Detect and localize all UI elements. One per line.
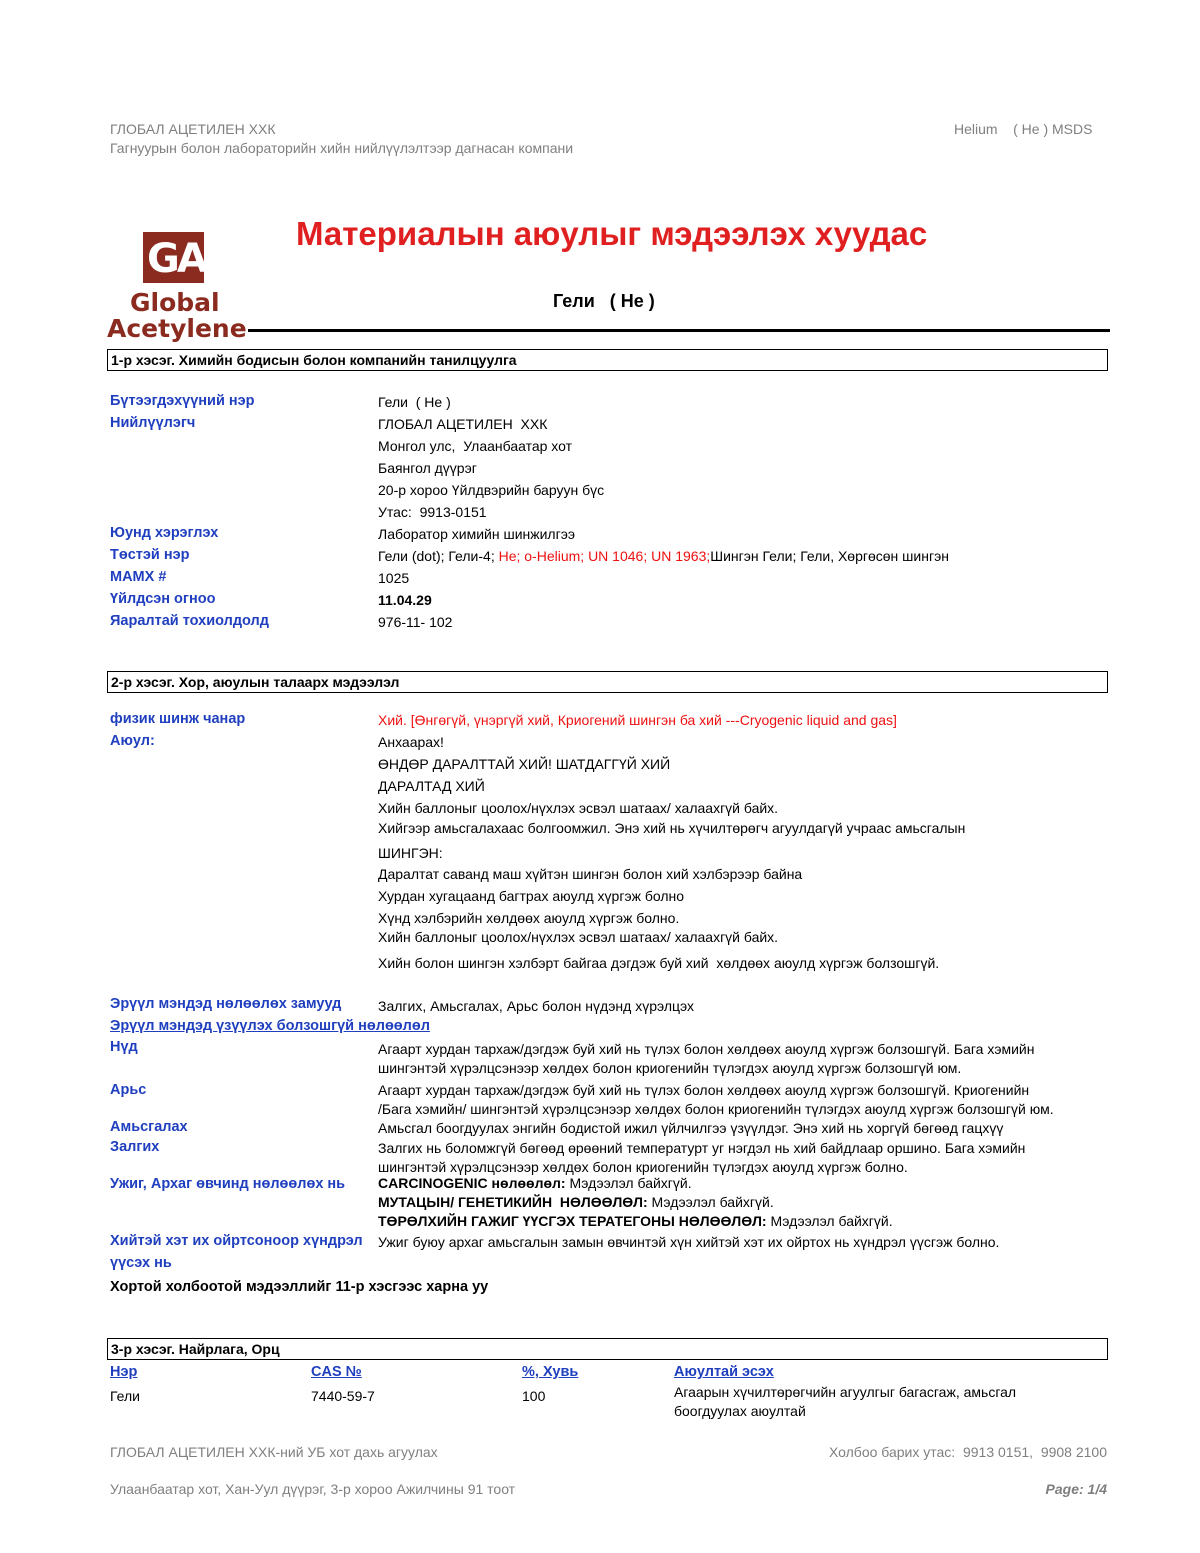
use-value: Лаборатор химийн шинжилгээ bbox=[378, 526, 575, 542]
hazard-line: Хийн баллоныг цоолох/нүхлэх эсвэл шатаах/ халаахгүй байх. bbox=[378, 800, 779, 816]
physical-value: Хий. [Өнгөгүй, үнэргүй хий, Криогений шингэн ба хий ---Cryogenic liquid and gas] bbox=[378, 712, 897, 728]
repeat-value: Ужиг буюу архаг амьсгалын замын өвчинтэй хүн хийтэй хэт их ойртох нь хүндрэл үүсгэж болно. bbox=[378, 1234, 1000, 1250]
page-title: Материалын аюулыг мэдээлэх хуудас bbox=[296, 215, 928, 252]
hazard-line: Хүнд хэлбэрийн хөлдөөх аюулд хүргэж болно. bbox=[378, 910, 680, 926]
supplier-line: ГЛОБАЛ АЦЕТИЛЕН ХХК bbox=[378, 416, 548, 432]
teratogenic-value: Мэдээлэл байхгүй. bbox=[766, 1213, 893, 1229]
row-hazard-line: Агаарын хүчилтөрөгчийн агуулгыг багасгаж, амьсгал bbox=[674, 1384, 1017, 1400]
hazard-line: Хийн болон шингэн хэлбэрт байгаа дэгдэж буй хий хөлдөөх аюулд хүргэж болзошгүй. bbox=[378, 955, 940, 971]
row-name: Гели bbox=[110, 1388, 140, 1404]
swallow-label: Залгих bbox=[110, 1139, 160, 1155]
section2-heading: 2-р хэсэг. Хор, аюулын талаарх мэдээлэл bbox=[107, 671, 1108, 693]
mutation-value: Мэдээлэл байхгүй. bbox=[647, 1194, 774, 1210]
skin-line: /Бага хэмийн/ шингэнтэй хүрэлцсэнээр хөлдөх болон криогенийн түлэгдэх аюулд хүргэж болзошгүй юм. bbox=[378, 1101, 1054, 1117]
carcinogenic-line bbox=[378, 1175, 692, 1191]
repeat-label: Хийтэй хэт их ойртсоноор хүндрэл bbox=[110, 1233, 363, 1249]
synonym-value bbox=[378, 548, 949, 564]
column-header-name: Нэр bbox=[110, 1364, 138, 1380]
column-header-cas: CAS № bbox=[311, 1364, 362, 1380]
mamx-value: 1025 bbox=[378, 570, 410, 586]
date-label: Үйлдсэн огноо bbox=[110, 591, 216, 607]
supplier-phone: Утас: 9913-0151 bbox=[378, 504, 487, 520]
repeat-label-cont: үүсэх нь bbox=[110, 1255, 172, 1271]
swallow-line: Залгих нь боломжгүй бөгөөд өрөөний температурт уг нэгдэл нь хий байдлаар оршино. Бага хэмийн bbox=[378, 1140, 1026, 1156]
logo-line-1: Global bbox=[130, 288, 220, 317]
hazard-line: ШИНГЭН: bbox=[378, 845, 443, 861]
synonym-part: Гели (dot); Гели-4; bbox=[378, 548, 499, 564]
supplier-line: 20-р хороо Үйлдвэрийн баруун бүс bbox=[378, 482, 605, 498]
hazard-line: Хийн баллоныг цоолох/нүхлэх эсвэл шатаах/ халаахгүй байх. bbox=[378, 929, 779, 945]
inhale-label: Амьсгалах bbox=[110, 1119, 188, 1135]
route-label: Эрүүл мэндэд нөлөөлөх замууд bbox=[110, 996, 342, 1012]
column-header-percent: %, Хувь bbox=[522, 1364, 579, 1380]
row-cas: 7440-59-7 bbox=[311, 1388, 375, 1404]
title-rule bbox=[248, 329, 1110, 332]
chronic-label: Ужиг, Архаг өвчинд нөлөөлөх нь bbox=[110, 1176, 346, 1192]
effects-heading: Эрүүл мэндэд үзүүлэх болзошгүй нөлөөлөл bbox=[110, 1018, 430, 1034]
carcinogenic-value: Мэдээлэл байхгүй. bbox=[565, 1175, 692, 1191]
company-name: ГЛОБАЛ АЦЕТИЛЕН ХХК bbox=[110, 121, 276, 137]
mutation-label: МУТАЦЫН/ ГЕНЕТИКИЙН НӨЛӨӨЛӨЛ: bbox=[378, 1194, 648, 1210]
teratogenic-line bbox=[378, 1213, 893, 1229]
product-title: Гели ( He ) bbox=[553, 291, 655, 311]
synonym-part-red: He; o-Helium; UN 1046; UN 1963; bbox=[498, 548, 711, 564]
swallow-line: шингэнтэй хүрэлцсэнээр хөлдөх болон криогенийн түлэгдэх аюулд хүргэж болно. bbox=[378, 1159, 908, 1175]
hazard-line: Хурдан хугацаанд багтрах аюулд хүргэж болно bbox=[378, 888, 685, 904]
route-value: Залгих, Амьсгалах, Арьс болон нүдэнд хүрэлцэх bbox=[378, 998, 695, 1014]
hazard-line: Хийгээр амьсгалахаас болгоомжил. Энэ хий нь хүчилтөрөгч агуулдагүй учраас амьсгалын bbox=[378, 820, 966, 836]
company-subtitle: Гагнуурын болон лабораторийн хийн нийлүүлэлтээр дагнасан компани bbox=[110, 140, 574, 156]
hazard-line: Анхаарах! bbox=[378, 734, 444, 750]
skin-line: Агаарт хурдан тархаж/дэгдэж буй хий нь түлэх болон хөлдөөх аюулд хүргэж болзошгүй. Криогенийн bbox=[378, 1082, 1030, 1098]
row-hazard-line: боогдуулах аюултай bbox=[674, 1403, 806, 1419]
footer-address: Улаанбаатар хот, Хан-Уул дүүрэг, 3-р хороо Ажилчины 91 тоот bbox=[110, 1481, 516, 1497]
eye-line: шингэнтэй хүрэлцсэнээр хөлдөх болон криогенийн түлэгдэх аюулд хүргэж болзошгүй юм. bbox=[378, 1060, 962, 1076]
section1-heading: 1-р хэсэг. Химийн бодисын болон компанийн танилцуулга bbox=[107, 349, 1108, 371]
column-header-hazard: Аюултай эсэх bbox=[674, 1364, 774, 1380]
mamx-label: МАМХ # bbox=[110, 569, 167, 585]
section3-heading: 3-р хэсэг. Найрлага, Орц bbox=[107, 1338, 1108, 1360]
product-label: Бүтээгдэхүүний нэр bbox=[110, 393, 255, 409]
logo-line-2: Acetylene bbox=[107, 314, 247, 343]
date-value: 11.04.29 bbox=[378, 592, 432, 608]
emergency-label: Яаралтай тохиолдолд bbox=[110, 613, 269, 629]
hazard-label: Аюул: bbox=[110, 733, 155, 749]
page-number: Page: 1/4 bbox=[1045, 1481, 1107, 1497]
synonym-label: Төстэй нэр bbox=[110, 547, 190, 563]
hazard-line: ӨНДӨР ДАРАЛТТАЙ ХИЙ! ШАТДАГГҮЙ ХИЙ bbox=[378, 756, 671, 772]
synonym-part: Шингэн Гели; Гели, Хөргөсөн шингэн bbox=[710, 548, 949, 564]
doc-reference: Helium ( He ) MSDS bbox=[954, 121, 1093, 137]
toxicity-note: Хортой холбоотой мэдээллийг 11-р хэсгээс харна уу bbox=[110, 1279, 489, 1295]
eye-label: Нүд bbox=[110, 1039, 138, 1055]
skin-label: Арьс bbox=[110, 1082, 147, 1098]
supplier-label: Нийлүүлэгч bbox=[110, 415, 196, 431]
footer-contact: Холбоо барих утас: 9913 0151, 9908 2100 bbox=[828, 1444, 1107, 1460]
carcinogenic-label: CARCINOGENIC нөлөөлөл: bbox=[378, 1175, 566, 1191]
supplier-line: Баянгол дүүрэг bbox=[378, 460, 477, 476]
eye-line: Агаарт хурдан тархаж/дэгдэж буй хий нь түлэх болон хөлдөөх аюулд хүргэж болзошгүй. Бага хэмийн bbox=[378, 1041, 1035, 1057]
product-value: Гели ( He ) bbox=[378, 394, 451, 410]
emergency-value: 976-11- 102 bbox=[378, 614, 453, 630]
mutation-line bbox=[378, 1194, 774, 1210]
inhale-value: Амьсгал боогдуулах энгийн бодистой ижил үйлчилгээ үзүүлдэг. Энэ хий нь хоргүй бөгөөд гацхүү bbox=[378, 1120, 1004, 1136]
row-percent: 100 bbox=[522, 1388, 546, 1404]
logo-mark: GA bbox=[147, 236, 205, 282]
hazard-line: Даралтат саванд маш хүйтэн шингэн болон хий хэлбэрээр байна bbox=[378, 866, 803, 882]
hazard-line: ДАРАЛТАД ХИЙ bbox=[378, 778, 485, 794]
footer-warehouse: ГЛОБАЛ АЦЕТИЛЕН ХХК-ний УБ хот дахь агуулах bbox=[110, 1444, 438, 1460]
teratogenic-label: ТӨРӨЛХИЙН ГАЖИГ ҮҮСГЭХ ТЕРАТЕГОНЫ НӨЛӨӨЛӨЛ: bbox=[378, 1213, 767, 1229]
physical-label: физик шинж чанар bbox=[110, 711, 246, 727]
supplier-line: Монгол улс, Улаанбаатар хот bbox=[378, 438, 573, 454]
use-label: Юунд хэрэглэх bbox=[110, 525, 219, 541]
